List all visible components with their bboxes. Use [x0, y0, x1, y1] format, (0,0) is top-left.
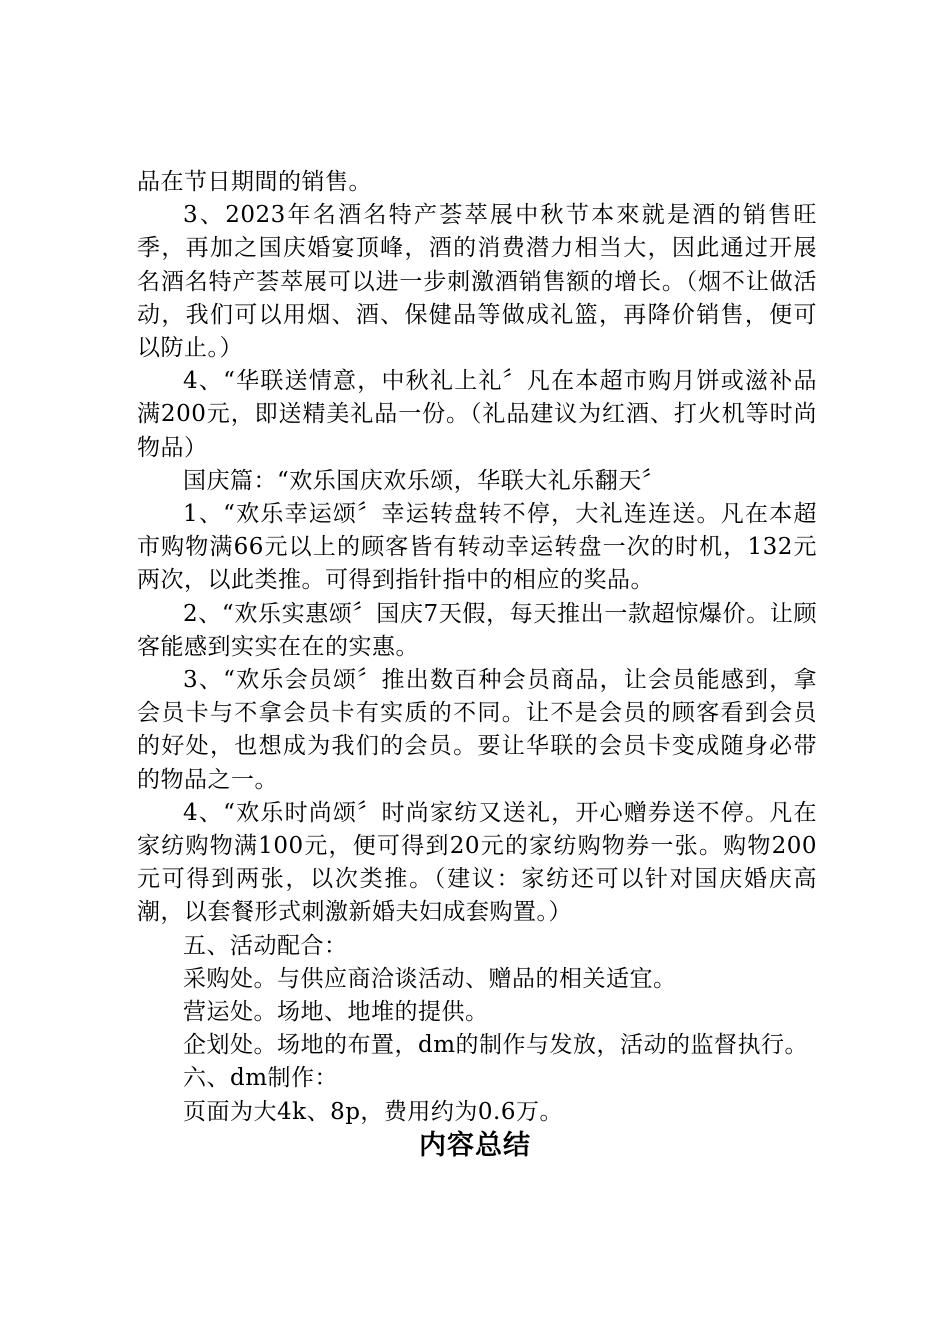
- paragraph-8: 4、“欢乐时尚颂〞时尚家纺又送礼，开心赠券送不停。凡在家纺购物满100元，便可得到20元的家纺购物券一张。购物200元可得到两张，以次类推。（建议：家纺还可以针对国庆婚庆高潮，以套餐形式刺激新婚夫妇成套购置。）: [137, 799, 817, 926]
- document-body: [137, 166, 817, 1129]
- paragraph-5: 1、“欢乐幸运颂〞幸运转盘转不停，大礼连连送。凡在本超市购物满66元以上的顾客皆有转动幸运转盘一次的时机，132元两次，以此类推。可得到指针指中的相应的奖品。: [137, 501, 817, 594]
- summary-title: 内容总结: [419, 1130, 531, 1161]
- paragraph-1: 品在节日期間的销售。: [137, 169, 372, 195]
- paragraph-12: 企划处。场地的布置，dm的制作与发放，活动的监督执行。: [183, 1032, 809, 1059]
- paragraph-2: 3、2023年名酒名特产荟萃展中秋节本來就是酒的销售旺季，再加之国庆婚宴顶峰，酒的消费潜力相当大，因此通过开展名酒名特产荟萃展可以进一步刺激酒销售额的增长。（烟不让做活动，我们可以用烟、酒、保健品等做成礼篮，再降价销售，便可以防止。）: [137, 202, 817, 362]
- paragraph-11: 营运处。场地、地堆的提供。: [183, 999, 489, 1026]
- paragraph-6: 2、“欢乐实惠颂〞国庆7天假，每天推出一款超惊爆价。让顾客能感到实实在在的实惠。: [137, 600, 817, 660]
- paragraph-7: 3、“欢乐会员颂〞推出数百种会员商品，让会员能感到，拿会员卡与不拿会员卡有实质的不同。让不是会员的顾客看到会员的好处，也想成为我们的会员。要让华联的会员卡变成随身必带的物品之一。: [137, 667, 817, 793]
- paragraph-4: 国庆篇：“欢乐国庆欢乐颂，华联大礼乐翻天〞: [183, 467, 666, 494]
- paragraph-9: 五、活动配合：: [183, 932, 348, 959]
- paragraph-10: 采购处。与供应商洽谈活动、赠品的相关适宜。: [183, 965, 677, 992]
- paragraph-14: 页面为大4k、8p，费用约为0.6万。: [183, 1098, 564, 1125]
- paragraph-13: 六、dm制作：: [183, 1065, 339, 1092]
- paragraph-3: 4、“华联送情意，中秋礼上礼〞凡在本超市购月饼或滋补品满200元，即送精美礼品一份。（礼品建议为红酒、打火机等时尚物品）: [137, 368, 817, 461]
